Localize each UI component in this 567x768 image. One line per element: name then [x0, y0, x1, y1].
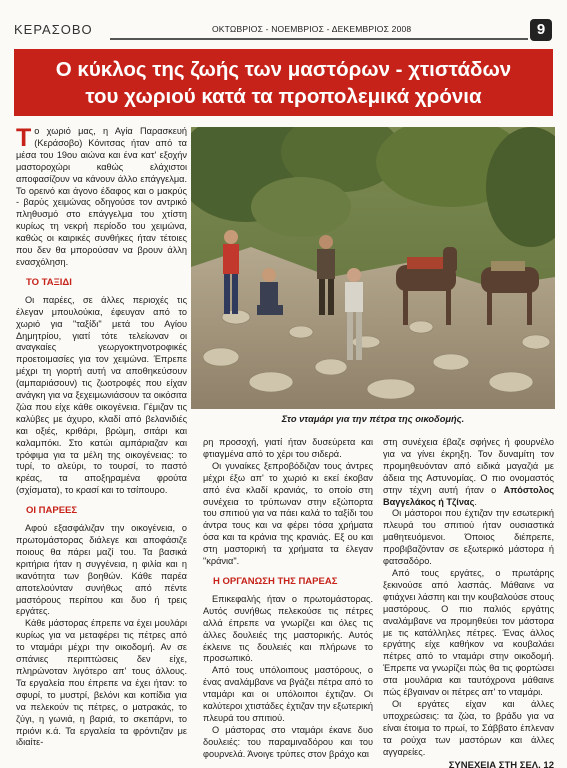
article-column-1: [16, 126, 187, 749]
paragraph: Από τους υπόλοιπους μαστόρους, ο ένας αναλάμβανε να βγάζει πέτρα από το νταμάρι και οι υπόλοιποι έχτιζαν. Οι καλύτεροι χτιστάδες έχτιζαν την εξωτερική πλευρά του σπιτιού.: [203, 665, 373, 723]
paragraph: Οι μάστοροι που έχτιζαν την εσωτερική πλευρά του σπιτιού ήταν ουσιαστικά μαθητευόμενοι. Όποιος διέπρεπε, προβιβαζόνταν σε εξωτερικό μάστορα ή φατσαδόρο.: [383, 508, 554, 567]
article-column-2: [203, 437, 373, 761]
issue-date: ΟΚΤΩΒΡΙΟΣ - ΝΟΕΜΒΡΙΟΣ - ΔΕΚΕΜΒΡΙΟΣ 2008: [212, 24, 412, 34]
photo-caption: Στο νταμάρι για την πέτρα της οικοδομής.: [281, 414, 465, 424]
article-title-banner: [14, 49, 553, 116]
page-header: [14, 20, 556, 42]
paragraph: Ο μάστορας στο νταμάρι έκανε δυο δουλειές: του παραμιναδόρου και του φουρνελά. Άνοιγε τρύπες στον βράχο και: [203, 724, 373, 759]
section-heading-groups: ΟΙ ΠΑΡΕΕΣ: [26, 505, 78, 517]
paragraph: Από τους εργάτες, ο πρωτάρης ξεκινούσε από λασπάς. Μάθαινε να φτιάχνει λάσπη και την κουβαλούσε στους μαστόρους. Ο πιο παλιός εργάτης αναλάμβανε να προμηθεύει τον μάστορα με τις κατάλληλες πέτρες. Ένας άλλος εργάτης είχε καθήκον να κουβαλάει πέτρες από το νταμάρι στην οικοδομή. Έπρεπε να γνωρίζει πώς θα τις φορτώσει στα μουλάρια και ταυτόχρονα μάθαινε πώς έβγαιναν οι πέτρες απ' το νταμάρι.: [383, 567, 554, 698]
page-number-badge: 9: [530, 19, 552, 41]
highlighted-name: Απόστολος Βαγγελάκος ή Τζίνας: [383, 484, 554, 507]
paragraph: Οι γυναίκες ξεπροβόδιζαν τους άντρες μέχρι έξω απ' το χωριό κι εκεί έκοβαν από ένα κλαδί κρανιάς, το οποίο στη συνέχεια το τρύπωναν στην εξώπορτα του σπιτιού για να πάει καλά το ταξίδι του άντρα τους και να φέρει τόσα χρήματα όσα και τα κράνια της κρανιάς. Εξ ου και στη μαστορική τα χρήματα τα έλεγαν "κράνια".: [203, 460, 373, 567]
quarry-photo: [191, 127, 555, 409]
paragraph: Επικεφαλής ήταν ο πρωτομάστορας. Αυτός συνήθως πελεκούσε τις πέτρες αλλά έπρεπε να γνωρίζει και όλες τις άλλες δουλειές της μαστορικής. Αυτός έκλεινε τις δουλειές και πλήρωνε το προσωπικό.: [203, 593, 373, 664]
section-heading-organization: Η ΟΡΓΑΝΩΣΗ ΤΗΣ ΠΑΡΕΑΣ: [213, 575, 338, 587]
paragraph: Οι εργάτες είχαν και άλλες υποχρεώσεις: τα ζώα, το βράδυ για να είναι έτοιμα το πρωί, το Σάββατο έπλεναν τα ρούχα των μαστόρων και άλλες αγγαρείες.: [383, 698, 554, 757]
intro-text: ο χωριό μας, η Αγία Παρασκευή (Κεράσοβο) Κόνιτσας ήταν από τα μέσα του 19ου αιώνα και ένα κατ' εξοχήν μαστοροχώρι καθώς ελάχιστοι αποφασίζουν να κάνουν άλλο επάγγελμα. Το ορεινό και άγονο έδαφος και ο μακρύς - βαρύς χειμώνας οδηγούσε τον αντρικό πληθυσμό στο επάγγελμα του χτίστη κυρίως τη νεκρή περίοδο του χειμώνα, καθώς οι καιρικές συνθήκες ήταν τέτοιες που δεν θα μπορούσαν να βρουν άλλη ενασχόληση.: [16, 126, 187, 267]
paragraph: [383, 437, 554, 508]
intro-paragraph: [16, 126, 187, 269]
paragraph: ρη προσοχή, γιατί ήταν δυσεύρετα και φτιαγμένα από το χέρι του σιδερά.: [203, 437, 373, 459]
section-heading-journey: ΤΟ ΤΑΞΙΔΙ: [26, 276, 72, 288]
article-title-line-1: Ο κύκλος της ζωής των μαστόρων - χτιστάδων: [55, 58, 512, 81]
paragraph: Αφού εξασφάλιζαν την οικογένεια, ο πρωτομάστορας διάλεγε και αποφάσιζε ποιους θα πάρει μαζί του. Τα βασικά κριτήρια ήταν η συγγένεια, η φιλία και η ικανότητα των βοηθών. Κάθε παρέα αποτελούνταν συνήθως από πέντε μαστόρους περίπου και δυο ή τρεις εργάτες.: [16, 523, 187, 617]
continued-note: ΣΥΝΕΧΕΙΑ ΣΤΗ ΣΕΛ. 12: [448, 760, 554, 768]
article-column-3: [383, 437, 554, 768]
publication-name: ΚΕΡΑΣΟΒΟ: [14, 22, 93, 37]
paragraph-text-end: .: [474, 496, 477, 507]
paragraph: Κάθε μάστορας έπρεπε να έχει μουλάρι κυρίως για να μεταφέρει τις πέτρες από το νταμάρι μέχρι την οικοδομή. Αν σε σπάνιες περιπτώσεις δεν είχε, πληρώνοταν λιγότερο απ' τους άλλους. Τα εργαλεία που έπρεπε να έχει ήταν: το σφυρί, το μυστρί, βελόνι και κοπίδια για να πελεκούν τις πέτρες, ο ματρακάς, το ζύγι, η γωνιά, η βαριά, το σκεπάρνι, το πριόνι κ.ά. Τα εργαλεία τα φρόντιζαν με ιδιαίτε-: [16, 618, 187, 748]
drop-cap: Τ: [16, 124, 32, 152]
paragraph-text: στη συνέχεια έβαζε σφήνες ή φουρνέλο για να γίνει έκρηξη. Τον δυναμίτη τον προμηθευόνταν από ειδικά μαγαζιά με άδεια της Αστυνομίας. Ο πιο ονομαστός στην τέχνη αυτή ήταν ο: [383, 437, 554, 495]
article-title-line-2: του χωριού κατά τα προπολεμικά χρόνια: [85, 85, 482, 108]
paragraph: Οι παρέες, σε άλλες περιοχές τις έλεγαν μπουλούκια, έφευγαν από το χωριό για "ταξίδι" μετά του Αγίου Δημητρίου, γιατί τότε τελείωναν οι αναγκαίες γεωργοκτηνοτροφικές προετοιμασίες για τον χειμώνα. Έπρεπε μέχρι τη γιορτή αυτή να αποθηκεύσουν (αμπαριάσουν) τις ζωοτροφές που είχαν ανάγκη για να ξεχειμωνιάσουν τα οικόσιτα ζώα που είχε κάθε οικογένεια. Γέμιζαν τις καλύβες με άχυρο, κλαδί από βελανιδιές και οξιές, κριθάρι, βρώμη, σιτάρι και καλαμπόκι. Στο κατώι αμπάριαζαν και τρόφιμα για τα μέλη της οικογένειας: το τυρί, το αλεύρι, το τουρσί, το παστό κρέας, τα αποξηραμένα φρούτα (σχίσματα), το κρασί και το τσίπουρο.: [16, 294, 187, 496]
header-rule: [110, 38, 528, 40]
